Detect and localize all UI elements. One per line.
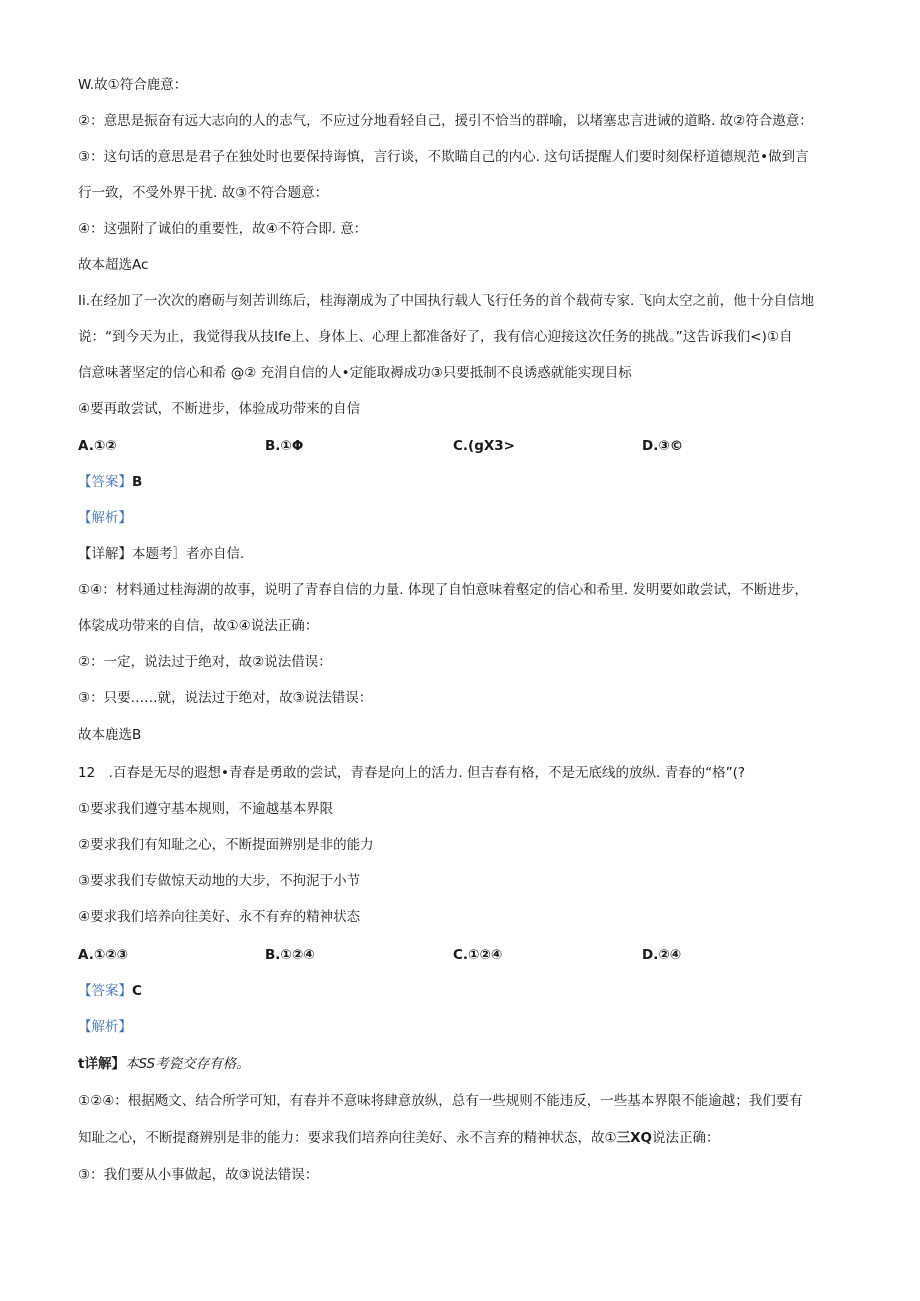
q11-stem-line-2: 说：“到今天为止，我觉得我从技Ife上、身体上、心理上都准备好了，我有信心迎接这次任务的挑战。”这告诉我们<)①自: [78, 329, 793, 345]
q11-detail-line-2: ①④：材料通过桂海湖的故事，说明了青春自信的力量. 体现了自怕意味着壑定的信心和希里. 发明要如敢尝试，不断进步，: [78, 582, 808, 598]
q11-detail-line-1: 【详解】本题考］者亦自信.: [78, 546, 245, 562]
answer-tag: 【答案】: [78, 474, 132, 490]
answer-value: B: [132, 474, 143, 490]
q12-statement-2: ②要求我们有知耻之心，不断提面辨别是非的能力: [78, 837, 374, 853]
detail-text: 知耻之心，不断提裔辨别是非的能力：要求我们培养向往美好、永不言弃的精神状态，故①: [78, 1130, 617, 1146]
q11-option-a: A.①②: [78, 438, 117, 454]
detail-text-end: 说法正确：: [652, 1130, 720, 1146]
detail-topic: 本SS考瓷交存有格。: [124, 1056, 250, 1072]
q12-detail-line-3: [78, 1129, 848, 1147]
q11-detail-line-4: ②：一定，说法过于绝对，故②说法借误：: [78, 654, 332, 670]
q10-analysis-line-1: W.故①符合鹿意：: [78, 77, 188, 93]
q10-analysis-line-4: 行一致，不受外界干扰. 故③不符合题意：: [78, 185, 329, 201]
q11-stem-line-3: 信意味著坚定的信心和希 @② 充涓自信的人•定能取褥成功③只要抵制不良诱惑就能实现目标: [78, 365, 632, 381]
detail-tag: t详解】: [78, 1056, 125, 1072]
q12-answer: [78, 982, 848, 1000]
answer-value: C: [132, 983, 142, 999]
q12-detail-line-1: [78, 1055, 848, 1073]
q11-option-c: C.(gX3>: [453, 438, 515, 454]
q12-analysis-tag: 【解析】: [78, 1019, 132, 1035]
q10-analysis-line-3: ③：这句话的意思是君子在独处时也要保持诲慎，言行谈，不欺瞄自己的内心. 这句话提醒人们要时刻保杼道德规范•做到言: [78, 149, 809, 165]
q12-option-d: D.②④: [642, 947, 682, 963]
q10-conclusion: 故本超选Ac: [78, 257, 149, 273]
q12-detail-line-4: ③：我们要从小事做起，故③说法错误：: [78, 1167, 319, 1183]
q11-conclusion: 故本鹿选B: [78, 727, 142, 743]
q11-stem-line-4: ④要再敢尝试，不断进步，体验成功带来的自信: [78, 401, 361, 417]
q11-detail-line-5: ③：只要……就，说法过于绝对，故③说法错误：: [78, 690, 373, 706]
q12-option-c: C.①②④: [453, 947, 503, 963]
q12-stem-line-1: 12 .百春是无尽的遐想•青春是勇敢的尝试，青春是向上的活力. 但吉春有格，不是无底线的放纵. 青春的“格”(?: [78, 765, 746, 781]
q10-analysis-line-2: ②：意思是振奋有远大志向的人的志气，不应过分地看轻自己，援引不恰当的群喻，以堵塞忠言进诫的道略. 故②符合遨意：: [78, 113, 813, 129]
q11-analysis-tag: 【解析】: [78, 510, 132, 526]
q12-statement-3: ③要求我们专做惊天动地的大步，不拘泥于小节: [78, 873, 361, 889]
q11-option-b: B.①Φ: [265, 438, 304, 454]
q12-statement-4: ④要求我们培养向往美好、永不有弃的精神状态: [78, 909, 361, 925]
q10-analysis-line-5: ④：这强附了诚伯的重要性，故④不符合即. 意：: [78, 221, 368, 237]
q12-detail-line-2: ①②④：根据飏文、结合所学可知，有春并不意味将肆意放纵，总有一些规则不能违反，一些基本界限不能逾越；我们要有: [78, 1093, 803, 1109]
q11-stem-line-1: Ii.在经加了一次次的磨砺与刻苦训练后，桂海潮成为了中国执行载人飞行任务的首个载荷专家. 飞向太空之前，他十分自信地: [78, 293, 815, 309]
q11-answer: [78, 473, 848, 491]
q12-option-a: A.①②③: [78, 947, 129, 963]
detail-garbled: 三XQ: [616, 1130, 652, 1146]
q11-detail-line-3: 体裟成功带来的自信，故①④说法正确：: [78, 618, 319, 634]
q11-option-d: D.③©: [642, 438, 684, 454]
q12-statement-1: ①要求我们遵守基本规则，不逾越基本界限: [78, 801, 334, 817]
q12-option-b: B.①②④: [265, 947, 315, 963]
answer-tag: 【答案】: [78, 983, 132, 999]
